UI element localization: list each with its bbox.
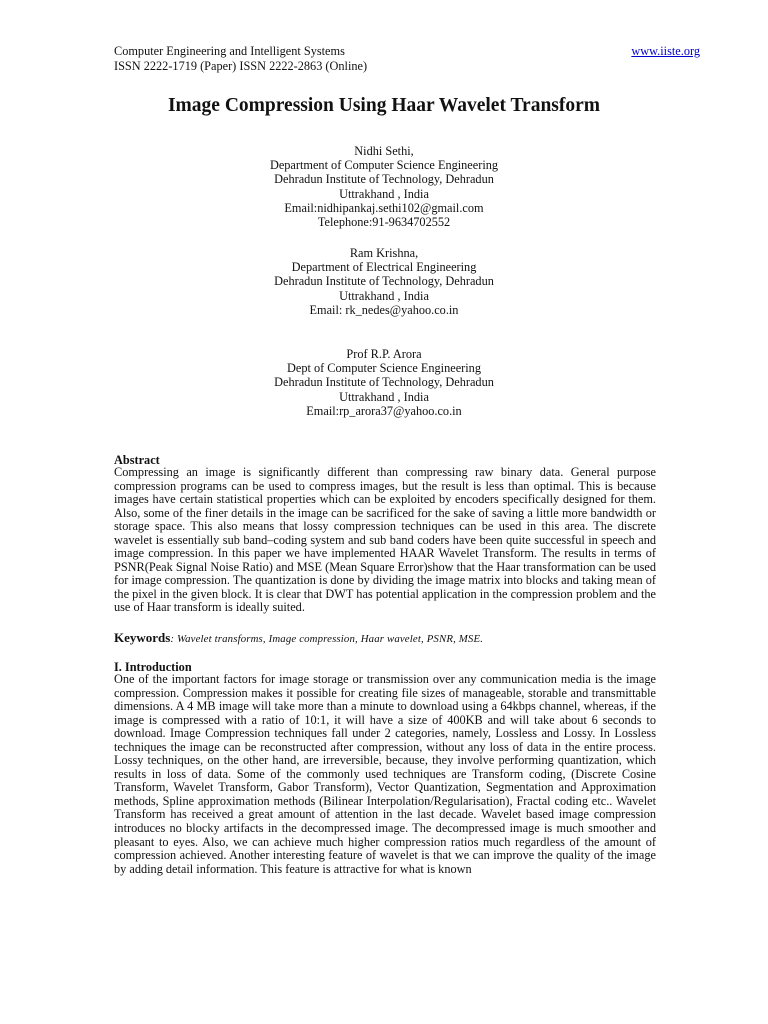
author-name: Ram Krishna, — [349, 246, 419, 260]
introduction-heading: I. Introduction — [114, 660, 192, 674]
keywords-text: : Wavelet transforms, Image compression, Haar wavelet, PSNR, MSE. — [170, 633, 484, 645]
journal-name: Computer Engineering and Intelligent Systems — [114, 44, 345, 58]
author-block-1 — [0, 144, 768, 229]
paper-title: Image Compression Using Haar Wavelet Transform — [167, 95, 601, 116]
author-block-2 — [0, 246, 768, 317]
abstract-text: Compressing an image is significantly different than compressing raw binary data. General purpose compression programs can be used to compress images, but the result is less than optimal. This is because images have certain statistical properties which can be exploited by encoders specifically designed for them. Also, some of the finer details in the image can be sacrificed for the sake of saving a little more bandwidth or storage space. This also means that lossy compression techniques can be used in this area. The discrete wavelet is essentially sub band–coding system and sub band coders have been quite successful in speech and image compression. In this paper we have implemented HAAR Wavelet Transform. The results in terms of PSNR(Peak Signal Noise Ratio) and MSE (Mean Square Error)show that the Haar transformation can be used for image compression. The quantization is done by dividing the image matrix into blocks and taking mean of the pixel in the given block. It is clear that DWT has potential application in the compression problem and the use of Haar transform is ideally suited. — [114, 465, 656, 615]
author-institute: Dehradun Institute of Technology, Dehradun — [274, 375, 494, 390]
introduction-text: One of the important factors for image storage or transmission over any communication media is the image compression. Compression makes it possible for creating file sizes of manageable, storable and transmittable dimensions. A 4 MB image will take more than a minute to download using a 64kbps channel, whereas, if the image is compressed with a ratio of 10:1, it will have a size of 400KB and will take about 6 seconds to download. Image Compression techniques fall under 2 categories, namely, Lossless and Lossy. In Lossless techniques the image can be reconstructed after compression, without any loss of data in the entire process. Lossy techniques, on the other hand, are irreversible, because, they involve performing quantization, which results in loss of data. Some of the commonly used techniques are Transform coding, (Discrete Cosine Transform, Wavelet Transform, Gabor Transform), Vector Quantization, Segmentation and Approximation methods, Spline approximation methods (Bilinear Interpolation/Regularisation), Fractal coding etc.. Wavelet Transform has received a great amount of attention in the last decade. Wavelet based image compression introduces no blocky artifacts in the decompressed image. The decompressed image is much smoother and pleasant to eyes. Also, we can achieve much higher compression ratios much regardless of the amount of compression achieved. Another interesting feature of wavelet is that we can improve the quality of the image by adding detail information. This feature is attractive for what is known — [114, 672, 656, 876]
author-location: Uttrakhand , India — [339, 186, 429, 201]
author-email: Email:rp_arora37@yahoo.co.in — [306, 403, 462, 418]
abstract-heading: Abstract — [114, 453, 160, 467]
running-header — [114, 44, 367, 74]
author-email: Email: rk_nedes@yahoo.co.in — [309, 302, 459, 317]
keywords-line — [114, 630, 483, 647]
author-dept: Dept of Computer Science Engineering — [287, 361, 481, 376]
issn-line: ISSN 2222-1719 (Paper) ISSN 2222-2863 (Online) — [114, 59, 368, 73]
author-phone: Telephone:91-9634702552 — [317, 215, 451, 230]
author-name: Nidhi Sethi, — [354, 144, 414, 158]
author-name: Prof R.P. Arora — [346, 347, 422, 361]
author-institute: Dehradun Institute of Technology, Dehradun — [274, 172, 494, 187]
author-block-3 — [0, 347, 768, 418]
author-location: Uttrakhand , India — [339, 389, 429, 404]
website-link[interactable]: www.iiste.org — [631, 44, 700, 58]
author-dept: Department of Electrical Engineering — [291, 260, 477, 275]
author-email: Email:nidhipankaj.sethi102@gmail.com — [284, 200, 484, 215]
keywords-label: Keywords — [114, 630, 171, 645]
author-location: Uttrakhand , India — [339, 288, 429, 303]
author-dept: Department of Computer Science Engineering — [269, 158, 499, 173]
author-institute: Dehradun Institute of Technology, Dehradun — [274, 274, 494, 289]
